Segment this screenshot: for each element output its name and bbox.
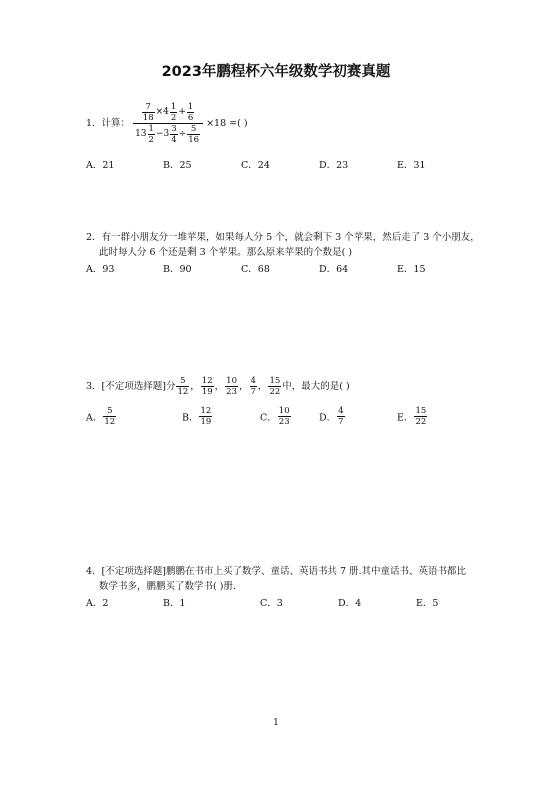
question-4 [86,564,466,594]
option-letter: A． [86,412,103,424]
minus-sign: − [155,129,164,139]
frac-num: 1 [187,102,194,112]
frac-den: 22 [269,387,281,397]
frac-num: 1 [170,102,177,112]
frac-num: 10 [226,376,237,386]
option-d[interactable]: D．23 [319,160,349,171]
separator: ， [214,381,225,392]
fraction-4-7 [337,406,344,427]
fraction-4-7 [250,376,257,397]
frac-num: 15 [269,376,281,386]
question-1-label: 1．计算： [86,118,131,129]
option-c[interactable] [260,406,292,427]
frac-den: 19 [200,417,212,427]
frac-num: 5 [107,406,113,416]
option-letter: E． [397,412,414,424]
frac-den: 16 [188,135,200,145]
frac-num: 5 [190,124,197,134]
option-a[interactable]: A．21 [86,160,115,171]
fraction-5-12 [103,406,116,427]
frac-num: 4 [250,376,256,386]
option-c[interactable]: C．68 [241,264,270,275]
complex-fraction [133,102,203,145]
frac-num: 3 [171,124,177,134]
option-c[interactable]: C．3 [260,598,283,609]
question-2 [86,230,480,260]
whole-part: 3 [163,129,170,139]
separator: ， [190,381,200,392]
question-3-prefix: 3．[不定项选择题]分 [86,381,176,392]
frac-den: 7 [338,417,344,427]
option-b[interactable] [182,406,213,427]
frac-den: 23 [278,417,290,427]
frac-den: 19 [201,387,213,397]
option-b[interactable]: B．25 [163,160,192,171]
frac-den: 2 [170,113,177,123]
frac-den: 18 [142,113,154,123]
frac-den: 6 [187,113,194,123]
frac-den: 7 [250,387,256,397]
frac-num: 4 [338,406,344,416]
frac-num: 12 [201,376,213,386]
option-a[interactable]: A．2 [86,598,109,609]
fraction-5-12 [176,376,189,397]
question-4-line-1: 4．[不定项选择题]鹏鹏在书市上买了数学、童话、英语书共 7 册.其中童话书、英语书都比 [86,566,467,577]
plus-sign: + [178,107,186,117]
frac-num: 15 [415,406,427,416]
frac-num: 1 [148,124,154,134]
frac-num: 10 [278,406,290,416]
option-c[interactable]: C．24 [241,160,270,171]
frac-den: 12 [104,417,116,427]
frac-num: 7 [145,102,151,112]
option-a[interactable] [86,406,117,427]
divide-sign: ÷ [178,129,187,139]
option-a[interactable]: A．93 [86,264,115,275]
separator: ， [257,381,268,392]
frac-den: 23 [226,387,237,397]
option-e[interactable]: E．31 [397,160,426,171]
fraction-15-22 [414,406,427,427]
option-d[interactable]: D．4 [338,598,362,609]
separator: ， [238,381,249,392]
option-d[interactable] [319,406,346,427]
question-4-line-2: 数学书多，鹏鹏买了数学书( )册. [99,581,236,592]
option-letter: C． [260,412,277,424]
page-number: 1 [273,718,279,728]
question-2-line-1: 2．有一群小朋友分一堆苹果，如果每人分 5 个，就会剩下 3 个苹果，然后走了 3 个小朋友， [86,232,480,243]
whole-part: 13 [135,129,147,139]
option-letter: B． [182,412,199,424]
fraction-12-19 [201,376,214,397]
frac-den: 22 [415,417,427,427]
option-b[interactable]: B．90 [163,264,192,275]
fraction-10-23 [225,376,238,397]
option-d[interactable]: D．64 [319,264,349,275]
complex-denominator [133,124,203,145]
whole-part: 4 [163,107,169,117]
frac-den: 4 [171,135,177,145]
frac-den: 12 [177,387,189,397]
option-e[interactable] [397,406,428,427]
times-sign: × [155,107,164,117]
page-title: 2023年鹏程杯六年级数学初赛真题 [161,64,391,80]
frac-den: 2 [148,135,154,145]
frac-num: 12 [200,406,212,416]
fraction-15-22 [268,376,281,397]
option-b[interactable]: B．1 [163,598,186,609]
option-e[interactable]: E．15 [397,264,426,275]
option-e[interactable]: E．5 [416,598,439,609]
frac-num: 5 [180,376,186,386]
question-2-line-2: 此时每人分 6 个还是剩 3 个苹果。那么原来苹果的个数是( ) [99,247,353,258]
complex-numerator [139,102,198,123]
question-1 [86,102,248,145]
question-3 [86,376,350,397]
question-3-suffix: 中，最大的是( ) [282,381,350,392]
option-letter: D． [319,412,337,424]
fraction-12-19 [199,406,212,427]
fraction-10-23 [278,406,291,427]
question-1-tail: ×18 =( ) [206,118,248,129]
